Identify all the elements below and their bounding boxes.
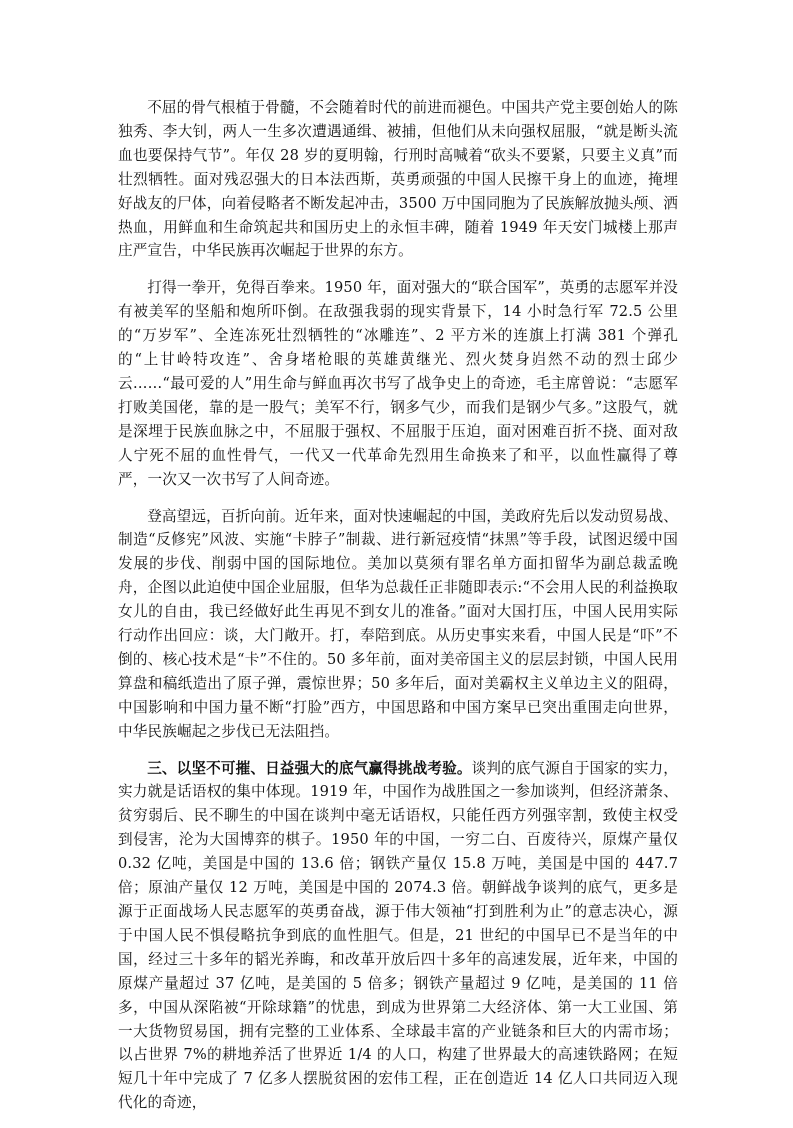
paragraph-korean-war xyxy=(118,276,678,491)
document-body xyxy=(118,96,678,1128)
paragraph-unyielding-spirit xyxy=(118,96,678,263)
paragraph-section-three xyxy=(118,757,678,1116)
paragraph-text: 登高望远，百折向前。近年来，面对快速崛起的中国，美政府先后以发动贸易战、制造“反修宪”风波、实施“卡脖子”制裁、进行新冠疫情“抹黑”等手段，试图迟缓中国发展的步伐、削弱中国的国际地位。美加以莫须有罪名单方面扣留华为副总裁孟晚舟，企图以此迫使中国企业屈服，但华为总裁任正非随即表示:“不会用人民的利益换取女儿的自由，我已经做好此生再见不到女儿的准备。”面对大国打压，中国人民用实际行动作出回应：谈，大门敞开。打，奉陪到底。从历史事实来看，中国人民是“吓”不倒的、核心技术是“卡”不住的。50 多年前，面对美帝国主义的层层封锁，中国人民用算盘和稿纸造出了原子弹，震惊世界；50 多年后，面对美霸权主义单边主义的阻碍，中国影响和中国力量不断“打脸”西方，中国思路和中国方案早已突出重围走向世界，中华民族崛起之步伐已无法阻挡。 xyxy=(118,507,678,740)
paragraph-text: 谈判的底气源自于国家的实力，实力就是话语权的集中体现。1919 年，中国作为战胜国之一参加谈判，但经济萧条、贫穷弱后、民不聊生的中国在谈判中毫无话语权，只能任西方列强宰割，致使主权受到侵害，沦为大国博弈的棋子。1950 年的中国，一穷二白、百废待兴，原煤产量仅 0.32 亿吨，美国是中国的 13.6 倍；钢铁产量仅 15.8 万吨，美国是中国的 447.7 倍；原油产量仅 12 万吨，美国是中国的 2074.3 倍。朝鲜战争谈判的底气，更多是源于正面战场人民志愿军的英勇奋战，源于伟大领袖“打到胜利为止”的意志决心，源于中国人民不惧侵略抗争到底的血性胆气。但是，21 世纪的中国早已不是当年的中国，经过三十多年的韬光养晦，和改革开放后四十多年的高速发展，近年来，中国的原煤产量超过 37 亿吨，是美国的 5 倍多；钢铁产量超过 9 亿吨，是美国的 11 倍多，中国从深陷被“开除球籍”的忧患，到成为世界第二大经济体、第一大工业国、第一大货物贸易国，拥有完整的工业体系、全球最丰富的产业链条和巨大的内需市场；以占世界 7%的耕地养活了世界近 1/4 的人口，构建了世界最大的高速铁路网；在短短几十年中完成了 7 亿多人摆脱贫困的宏伟工程，正在创造近 14 亿人口共同迈入现代化的奇迹， xyxy=(118,759,678,1112)
paragraph-recent-pressure xyxy=(118,505,678,744)
paragraph-text: 不屈的骨气根植于骨髓，不会随着时代的前进而褪色。中国共产党主要创始人的陈独秀、李大钊，两人一生多次遭遇通缉、被捕，但他们从未向强权屈服，“就是断头流血也要保持气节”。年仅 28 岁的夏明翰，行刑时高喊着“砍头不要紧，只要主义真”而壮烈牺牲。面对残忍强大的日本法西斯，英勇顽强的中国人民擦干身上的血迹，掩埋好战友的尸体，向着侵略者不断发起冲击，3500 万中国同胞为了民族解放抛头颅、洒热血，用鲜血和生命筑起共和国历史上的永恒丰碑，随着 1949 年天安门城楼上那声庄严宣告，中华民族再次崛起于世界的东方。 xyxy=(118,99,678,260)
paragraph-text: 打得一拳开，免得百拳来。1950 年，面对强大的“联合国军”，英勇的志愿军并没有被美军的坚船和炮所吓倒。在敌强我弱的现实背景下，14 小时急行军 72.5 公里的“万岁军”、全连冻死壮烈牺牲的“冰雕连”、2 平方米的连旗上打满 381 个弹孔的“上甘岭特攻连”、舍身堵枪眼的英雄黄继光、烈火焚身岿然不动的烈士邱少云……“最可爱的人”用生命与鲜血再次书写了战争史上的奇迹，毛主席曾说：“志愿军打败美国佬，靠的是一股气；美军不行，钢多气少，而我们是钢少气多。”这股气，就是深埋于民族血脉之中，不屈服于强权、不屈服于压迫，面对困难百折不挠、面对敌人宁死不屈的血性骨气，一代又一代革命先烈用生命换来了和平，以血性赢得了尊严，一次又一次书写了人间奇迹。 xyxy=(118,279,678,488)
section-heading: 三、以坚不可摧、日益强大的底气赢得挑战考验。 xyxy=(147,759,472,777)
